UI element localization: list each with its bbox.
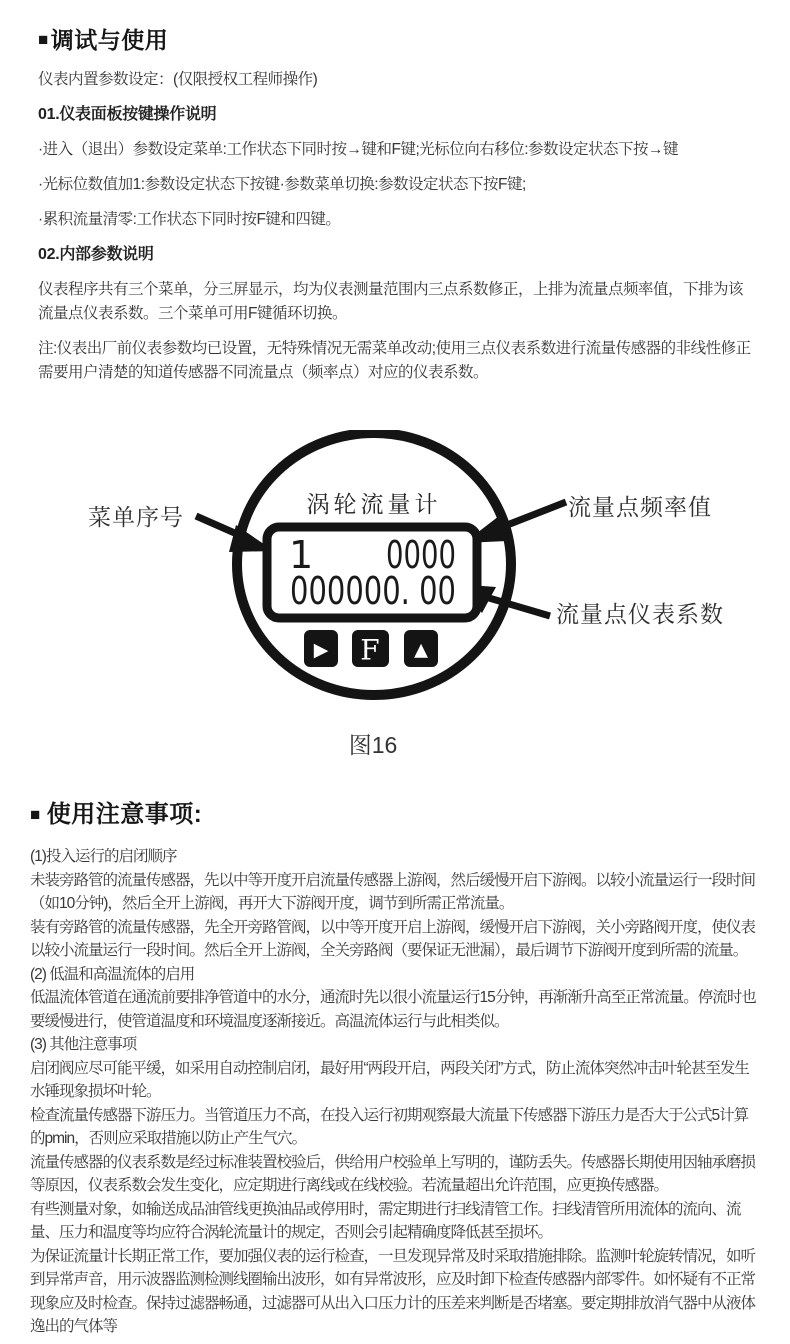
notice-paragraph: 检查流量传感器下游压力。当管道压力不高，在投入运行初期观察最大流量下传感器下游压力是否大于公式5计算的pmin，否则应采取措施以防止产生气穴。 xyxy=(30,1106,749,1147)
notice-paragraph: 低温流体管道在通流前要排净管道中的水分，通流时先以很小流量运行15分钟，再渐渐升高至正常流量。停流时也要缓慢进行，使管道温度和环境温度逐渐接近。高温流体运行与此相类似。 xyxy=(30,989,756,1030)
section-title-text: 调试与使用 xyxy=(50,27,169,53)
key-f xyxy=(352,630,389,667)
section-title-text: 使用注意事项: xyxy=(46,801,203,828)
figure-caption: 图16 xyxy=(348,732,398,758)
key-operation-item: ·进入（退出）参数设定菜单:工作状态下同时按→键和F键;光标位向右移位:参数设定状态下按→键 xyxy=(38,141,679,158)
notice-paragraph: 为保证流量计长期正常工作，要加强仪表的运行检查，一旦发现异常及时采取措施排除。监测叶轮旋转情况，如听到异常声音，用示波器监测检测线圈输出波形，如有异常波形，应及时卸下检查传感器内部零件。如怀疑有不正常现象应及时检查。保持过滤器畅通，过滤器可从出入口压力计的压差来判断是否堵塞。要定期排放消气器中从液体逸出的气体等 xyxy=(30,1247,756,1335)
label-frequency-value: 流量点频率值 xyxy=(568,494,712,520)
section-title-debug-use xyxy=(38,26,756,54)
subsection-02-title: 02.内部参数说明 xyxy=(38,246,154,263)
up-arrow-icon: ▲ xyxy=(414,639,428,661)
notice-paragraph: 未装旁路管的流量传感器，先以中等开度开启流量传感器上游阀，然后缓慢开启下游阀。以较小流量运行一段时间（如10分钟)，然后全开上游阀，再开大下游阀开度，调节到所需正常流量。 xyxy=(30,871,756,912)
internal-params-paragraph: 仪表程序共有三个菜单，分三屏显示，均为仪表测量范围内三点系数修正，上排为流量点频率值，下排为该流量点仪表系数。三个菜单可用F键循环切换。 xyxy=(38,281,744,322)
notice-paragraph: 装有旁路管的流量传感器，先全开旁路管阀，以中等开度开启上游阀，缓慢开启下游阀，关小旁路阀开度，使仪表以较小流量运行一段时间。然后全开上游阀，全关旁路阀（要保证无泄漏），最后调节下游阀开度到所需的流量。 xyxy=(30,918,756,959)
label-menu-number: 菜单序号 xyxy=(88,504,184,530)
section-debug-and-use xyxy=(0,0,790,385)
figure-16 xyxy=(0,430,790,775)
key-up xyxy=(404,630,438,667)
subsection-01-title: 01.仪表面板按键操作说明 xyxy=(38,106,217,123)
square-bullet-icon: ■ xyxy=(38,30,49,49)
key-right xyxy=(304,630,338,667)
display-frequency-value: 0000 xyxy=(386,533,456,577)
device-title: 涡轮流量计 xyxy=(306,491,442,517)
display-menu-number: 1 xyxy=(289,533,314,577)
callout-line-right-top xyxy=(497,502,566,529)
f-key-label: F xyxy=(360,633,380,667)
key-operation-item: ·累积流量清零:工作状态下同时按F键和四键。 xyxy=(38,211,341,228)
internal-params-note: 注:仪表出厂前仪表参数均已设置，无特殊情况无需菜单改动;使用三点仪表系数进行流量传感器的非线性修正需要用户清楚的知道传感器不同流量点（频率点）对应的仪表系数。 xyxy=(38,340,751,381)
key-operation-item: ·光标位数值加1:参数设定状态下按键·参数菜单切换:参数设定状态下按F键; xyxy=(38,176,526,193)
section-usage-notes xyxy=(0,775,790,1339)
notice-paragraph: 启闭阀应尽可能平缓，如采用自动控制启闭，最好用“两段开启，两段关闭”方式，防止流体突然冲击叶轮甚至发生水锤现象损坏叶轮。 xyxy=(30,1059,749,1100)
notice-paragraph: (1)投入运行的启闭顺序 xyxy=(30,848,177,865)
right-arrow-icon: ▶ xyxy=(313,639,329,661)
notice-paragraph: (2) 低温和高温流体的启用 xyxy=(30,965,195,983)
notice-paragraph: (3) 其他注意事项 xyxy=(30,1036,137,1053)
label-coefficient: 流量点仪表系数 xyxy=(556,601,724,627)
notice-paragraph: 流量传感器的仪表系数是经过标准装置校验后，供给用户校验单上写明的，谨防丢失。传感器长期使用因轴承磨损等原因，仪表系数会发生变化，应定期进行离线或在线校验。若流量超出允许范围，应更换传感器。 xyxy=(30,1153,756,1194)
intro-paragraph: 仪表内置参数设定：(仅限授权工程师操作) xyxy=(38,71,318,88)
flowmeter-diagram xyxy=(0,430,790,775)
notice-paragraph: 有些测量对象，如输送成品油管线更换油品或停用时，需定期进行扫线清管工作。扫线清管所用流体的流向、流量、压力和温度等均应符合涡轮流量计的规定，否则会引起精确度降低甚至损坏。 xyxy=(30,1200,741,1241)
square-bullet-icon: ■ xyxy=(30,805,41,824)
section-title-usage-notes xyxy=(30,800,762,829)
display-coefficient-value: 000000. 00 xyxy=(290,569,456,613)
